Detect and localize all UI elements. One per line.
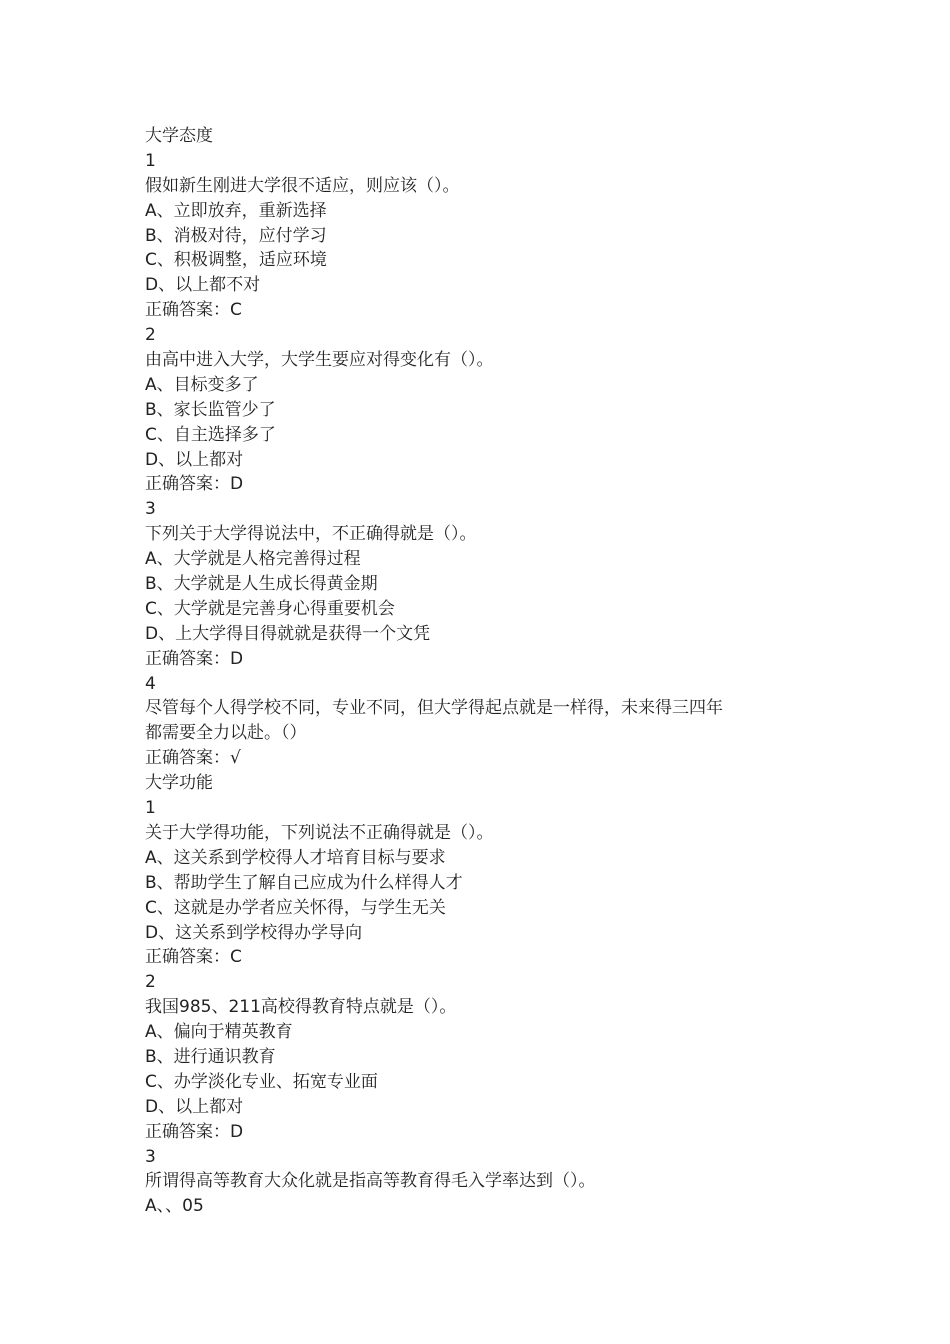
question-number: 2 xyxy=(145,325,156,346)
option-a: A、大学就是人格完善得过程 xyxy=(145,549,361,570)
option-d: D、以上都对 xyxy=(145,449,244,470)
question-text: 下列关于大学得说法中，不正确得就是（）。 xyxy=(145,524,477,545)
question-number: 3 xyxy=(145,499,156,520)
option-c: C、大学就是完善身心得重要机会 xyxy=(145,598,395,619)
question-number: 1 xyxy=(145,150,156,171)
option-d: D、这关系到学校得办学导向 xyxy=(145,922,363,943)
question-number: 3 xyxy=(145,1146,156,1167)
option-b: B、帮助学生了解自己应成为什么样得人才 xyxy=(145,872,463,893)
question-text-continued: 都需要全力以赴。（） xyxy=(145,723,307,744)
answer-line: 正确答案：D xyxy=(145,1121,244,1142)
option-b: B、消极对待，应付学习 xyxy=(145,225,327,246)
option-b: B、大学就是人生成长得黄金期 xyxy=(145,574,378,595)
option-a: A、目标变多了 xyxy=(145,374,259,395)
option-a: A、这关系到学校得人才培育目标与要求 xyxy=(145,847,446,868)
question-number: 1 xyxy=(145,798,156,819)
option-c: C、这就是办学者应关怀得，与学生无关 xyxy=(145,897,446,918)
option-d: D、以上都不对 xyxy=(145,275,261,296)
option-a: A、偏向于精英教育 xyxy=(145,1022,293,1043)
question-text: 尽管每个人得学校不同，专业不同，但大学得起点就是一样得，未来得三四年 xyxy=(145,698,723,719)
answer-line: 正确答案：C xyxy=(145,947,242,968)
option-d: D、上大学得目得就就是获得一个文凭 xyxy=(145,623,431,644)
question-number: 2 xyxy=(145,972,156,993)
section-title: 大学功能 xyxy=(145,773,213,794)
question-text: 我国985、211高校得教育特点就是（）。 xyxy=(145,997,457,1018)
option-a: A、立即放弃，重新选择 xyxy=(145,200,327,221)
question-text: 由高中进入大学，大学生要应对得变化有（）。 xyxy=(145,350,494,371)
question-text: 假如新生刚进大学很不适应，则应该（）。 xyxy=(145,175,460,196)
option-b: B、家长监管少了 xyxy=(145,399,276,420)
section-title: 大学态度 xyxy=(145,126,213,146)
document-page xyxy=(145,124,845,1219)
question-number: 4 xyxy=(145,673,156,694)
option-c: C、积极调整，适应环境 xyxy=(145,250,327,271)
option-b: B、进行通识教育 xyxy=(145,1046,276,1067)
answer-line: 正确答案：D xyxy=(145,474,244,495)
answer-line: 正确答案：D xyxy=(145,648,244,669)
option-c: C、自主选择多了 xyxy=(145,424,276,445)
answer-line: 正确答案：√ xyxy=(145,748,241,769)
answer-line: 正确答案：C xyxy=(145,300,242,321)
option-a: A、、05 xyxy=(145,1196,204,1217)
option-d: D、以上都对 xyxy=(145,1096,244,1117)
option-c: C、办学淡化专业、拓宽专业面 xyxy=(145,1071,378,1092)
question-text: 关于大学得功能，下列说法不正确得就是（）。 xyxy=(145,822,494,843)
question-text: 所谓得高等教育大众化就是指高等教育得毛入学率达到（）。 xyxy=(145,1171,596,1192)
